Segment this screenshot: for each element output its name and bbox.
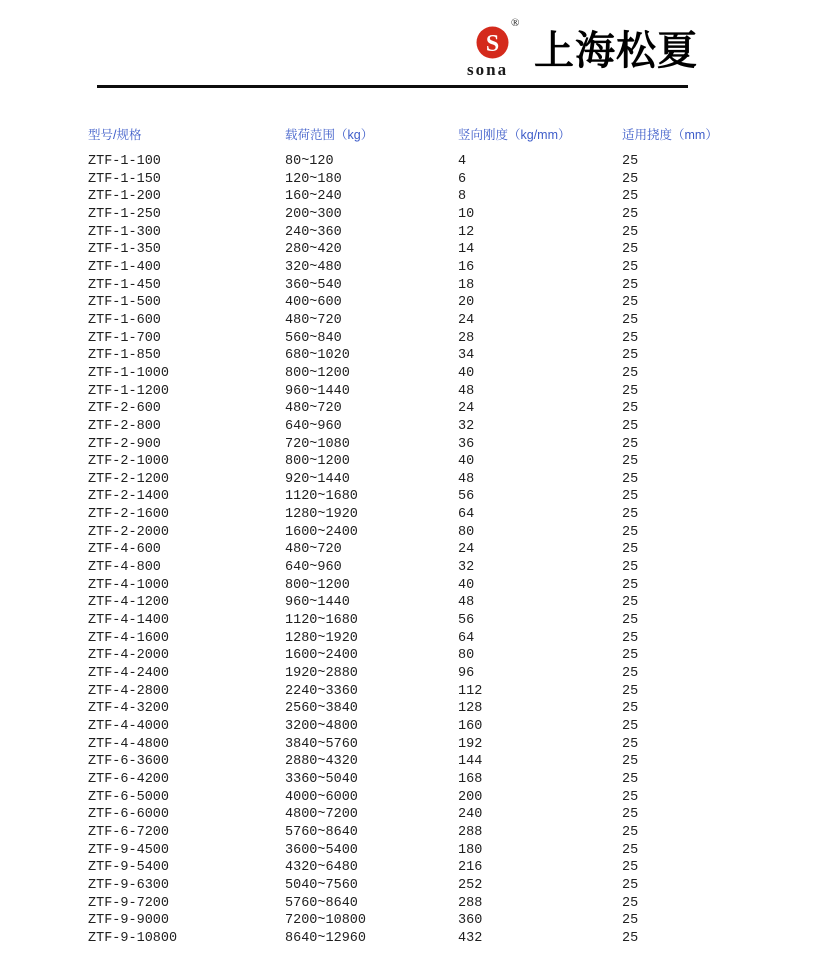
table-cell: 25 [622, 348, 639, 364]
svg-text:S: S [485, 31, 500, 57]
table-row [88, 224, 718, 242]
table-cell: 120~180 [285, 171, 342, 187]
table-row [88, 771, 718, 789]
table-cell: 25 [622, 648, 639, 664]
table-cell: ZTF-2-1000 [88, 454, 170, 470]
table-cell: 4000~6000 [285, 789, 358, 805]
table-row [88, 259, 718, 277]
table-cell: 2560~3840 [285, 701, 358, 717]
table-cell: ZTF-1-1200 [88, 383, 170, 399]
table-cell: 25 [622, 930, 639, 946]
table-cell: 25 [622, 595, 639, 611]
table-cell: 25 [622, 418, 639, 434]
table-cell: 168 [458, 771, 483, 787]
table-cell: ZTF-4-2800 [88, 683, 170, 699]
table-cell: 6 [458, 171, 467, 187]
table-cell: 360~540 [285, 277, 342, 293]
table-cell: 25 [622, 471, 639, 487]
table-cell: 64 [458, 507, 475, 523]
table-cell: ZTF-1-400 [88, 259, 161, 275]
table-cell: 432 [458, 930, 483, 946]
table-row [88, 718, 718, 736]
table-cell: 960~1440 [285, 595, 350, 611]
table-cell: 25 [622, 613, 639, 629]
company-name: 上海松夏 [534, 29, 698, 73]
table-cell: 240 [458, 807, 483, 823]
table-cell: 12 [458, 224, 475, 240]
table-row [88, 241, 718, 259]
table-row [88, 647, 718, 665]
table-row [88, 383, 718, 401]
table-cell: ZTF-1-850 [88, 348, 161, 364]
table-cell: ZTF-9-6300 [88, 877, 170, 893]
table-cell: 25 [622, 913, 639, 929]
table-row [88, 877, 718, 895]
table-cell: 1120~1680 [285, 613, 358, 629]
table-row [88, 400, 718, 418]
table-cell: 25 [622, 312, 639, 328]
col-header-load-range: 载荷范围（kg） [285, 128, 374, 142]
table-cell: 36 [458, 436, 475, 452]
table-row [88, 330, 718, 348]
table-row [88, 506, 718, 524]
table-cell: 25 [622, 895, 639, 911]
table-cell: 56 [458, 489, 475, 505]
table-row [88, 842, 718, 860]
table-cell: 800~1200 [285, 365, 350, 381]
table-row [88, 365, 718, 383]
table-cell: 25 [622, 842, 639, 858]
table-cell: 360 [458, 913, 483, 929]
table-cell: 288 [458, 895, 483, 911]
table-cell: ZTF-4-800 [88, 560, 161, 576]
table-cell: 8 [458, 189, 467, 205]
table-cell: 1600~2400 [285, 648, 358, 664]
table-row [88, 683, 718, 701]
table-cell: ZTF-1-450 [88, 277, 161, 293]
table-cell: 320~480 [285, 259, 342, 275]
table-row [88, 541, 718, 559]
table-cell: 8640~12960 [285, 930, 367, 946]
table-cell: 2880~4320 [285, 754, 358, 770]
table-cell: 25 [622, 171, 639, 187]
table-cell: 25 [622, 295, 639, 311]
table-cell: 25 [622, 383, 639, 399]
table-row [88, 453, 718, 471]
table-row [88, 824, 718, 842]
table-cell: 25 [622, 206, 639, 222]
table-cell: ZTF-4-600 [88, 542, 161, 558]
table-cell: ZTF-4-1000 [88, 577, 170, 593]
table-cell: 2240~3360 [285, 683, 358, 699]
table-cell: ZTF-6-4200 [88, 771, 170, 787]
table-cell: 288 [458, 824, 483, 840]
header-divider [97, 85, 688, 88]
table-row [88, 912, 718, 930]
table-cell: ZTF-9-9000 [88, 913, 170, 929]
table-cell: 7200~10800 [285, 913, 367, 929]
sona-logo-icon [476, 26, 509, 59]
table-cell: 800~1200 [285, 577, 350, 593]
table-cell: 25 [622, 719, 639, 734]
table-header-row [88, 126, 718, 144]
col-header-deflection: 适用挠度（mm） [622, 128, 718, 142]
table-cell: 480~720 [285, 542, 342, 558]
table-cell: 480~720 [285, 312, 342, 328]
table-cell: ZTF-1-500 [88, 295, 161, 311]
table-cell: 3600~5400 [285, 842, 358, 858]
table-cell: 128 [458, 701, 483, 717]
table-row [88, 312, 718, 330]
table-row [88, 930, 718, 948]
table-cell: 25 [622, 736, 639, 752]
table-cell: 80 [458, 648, 475, 664]
table-cell: 25 [622, 577, 639, 593]
table-cell: 24 [458, 401, 475, 417]
table-cell: 32 [458, 560, 475, 576]
table-cell: 48 [458, 383, 475, 399]
table-cell: ZTF-1-150 [88, 171, 161, 187]
table-cell: ZTF-6-7200 [88, 824, 170, 840]
table-cell: 25 [622, 365, 639, 381]
table-cell: 480~720 [285, 401, 342, 417]
table-cell: 4 [458, 154, 467, 169]
registered-trademark: ® [511, 17, 520, 29]
table-cell: 25 [622, 877, 639, 893]
table-body [88, 153, 718, 948]
table-cell: 25 [622, 789, 639, 805]
table-cell: ZTF-1-100 [88, 154, 161, 169]
table-cell: 3840~5760 [285, 736, 358, 752]
table-cell: 25 [622, 824, 639, 840]
table-cell: 25 [622, 507, 639, 523]
table-row [88, 736, 718, 754]
table-row [88, 612, 718, 630]
table-cell: 25 [622, 242, 639, 258]
table-cell: 680~1020 [285, 348, 350, 364]
table-cell: ZTF-2-1600 [88, 507, 170, 523]
table-row [88, 700, 718, 718]
table-cell: 20 [458, 295, 475, 311]
table-row [88, 206, 718, 224]
table-cell: 96 [458, 666, 475, 682]
table-cell: 4800~7200 [285, 807, 358, 823]
table-cell: 25 [622, 489, 639, 505]
table-cell: 40 [458, 454, 475, 470]
table-cell: 640~960 [285, 560, 342, 576]
table-cell: ZTF-2-2000 [88, 524, 170, 540]
table-cell: 252 [458, 877, 483, 893]
table-cell: 25 [622, 454, 639, 470]
table-cell: 1280~1920 [285, 507, 358, 523]
table-cell: 720~1080 [285, 436, 350, 452]
table-cell: 25 [622, 666, 639, 682]
table-row [88, 594, 718, 612]
table-cell: 112 [458, 683, 483, 699]
table-cell: ZTF-1-200 [88, 189, 161, 205]
table-cell: 960~1440 [285, 383, 350, 399]
table-cell: 80 [458, 524, 475, 540]
table-cell: 25 [622, 401, 639, 417]
table-cell: ZTF-1-600 [88, 312, 161, 328]
table-cell: ZTF-6-5000 [88, 789, 170, 805]
table-cell: 5040~7560 [285, 877, 358, 893]
table-cell: 25 [622, 436, 639, 452]
table-cell: 25 [622, 754, 639, 770]
table-cell: ZTF-1-250 [88, 206, 161, 222]
table-cell: ZTF-1-700 [88, 330, 161, 346]
table-cell: 1280~1920 [285, 630, 358, 646]
table-row [88, 630, 718, 648]
table-cell: ZTF-4-1600 [88, 630, 170, 646]
table-cell: 32 [458, 418, 475, 434]
table-cell: ZTF-9-7200 [88, 895, 170, 911]
table-cell: ZTF-9-10800 [88, 930, 178, 946]
table-row [88, 524, 718, 542]
table-cell: 160 [458, 719, 483, 734]
logo-brand-text: sona [467, 60, 509, 79]
table-cell: 14 [458, 242, 475, 258]
table-cell: 144 [458, 754, 483, 770]
table-row [88, 488, 718, 506]
table-cell: 25 [622, 860, 639, 876]
table-cell: ZTF-2-800 [88, 418, 161, 434]
table-cell: 1600~2400 [285, 524, 358, 540]
table-row [88, 418, 718, 436]
table-cell: 3360~5040 [285, 771, 358, 787]
table-cell: 18 [458, 277, 475, 293]
table-cell: ZTF-2-600 [88, 401, 161, 417]
table-cell: 25 [622, 630, 639, 646]
table-cell: 800~1200 [285, 454, 350, 470]
table-cell: 25 [622, 807, 639, 823]
table-row [88, 577, 718, 595]
table-cell: 25 [622, 560, 639, 576]
table-cell: 25 [622, 189, 639, 205]
table-cell: 10 [458, 206, 475, 222]
table-cell: 25 [622, 277, 639, 293]
table-cell: 400~600 [285, 295, 342, 311]
table-row [88, 277, 718, 295]
table-cell: 920~1440 [285, 471, 350, 487]
table-cell: ZTF-4-1400 [88, 613, 170, 629]
table-cell: 5760~8640 [285, 824, 358, 840]
table-cell: 80~120 [285, 154, 334, 169]
table-row [88, 753, 718, 771]
table-cell: ZTF-1-1000 [88, 365, 170, 381]
table-cell: 200 [458, 789, 483, 805]
table-cell: ZTF-2-1200 [88, 471, 170, 487]
table-cell: 240~360 [285, 224, 342, 240]
table-cell: ZTF-6-3600 [88, 754, 170, 770]
table-cell: 640~960 [285, 418, 342, 434]
table-cell: 180 [458, 842, 483, 858]
table-cell: 3200~4800 [285, 719, 358, 734]
table-row [88, 347, 718, 365]
table-cell: 25 [622, 524, 639, 540]
table-cell: 48 [458, 471, 475, 487]
table-cell: ZTF-4-4000 [88, 719, 170, 734]
table-cell: ZTF-9-5400 [88, 860, 170, 876]
table-row [88, 171, 718, 189]
table-cell: ZTF-4-2400 [88, 666, 170, 682]
table-cell: 560~840 [285, 330, 342, 346]
table-cell: 16 [458, 259, 475, 275]
table-cell: 280~420 [285, 242, 342, 258]
table-row [88, 153, 718, 171]
table-cell: 40 [458, 577, 475, 593]
table-cell: ZTF-1-300 [88, 224, 161, 240]
table-cell: 4320~6480 [285, 860, 358, 876]
table-row [88, 789, 718, 807]
table-cell: 192 [458, 736, 483, 752]
table-row [88, 895, 718, 913]
table-cell: 25 [622, 330, 639, 346]
table-row [88, 471, 718, 489]
table-row [88, 188, 718, 206]
table-cell: 25 [622, 154, 639, 169]
table-cell: 24 [458, 542, 475, 558]
table-cell: 25 [622, 224, 639, 240]
table-cell: 25 [622, 259, 639, 275]
table-cell: 160~240 [285, 189, 342, 205]
col-header-model: 型号/规格 [88, 128, 142, 142]
table-cell: 25 [622, 701, 639, 717]
table-row [88, 859, 718, 877]
table-cell: ZTF-1-350 [88, 242, 161, 258]
table-cell: ZTF-2-1400 [88, 489, 170, 505]
table-cell: ZTF-6-6000 [88, 807, 170, 823]
table-cell: 64 [458, 630, 475, 646]
table-cell: 56 [458, 613, 475, 629]
table-cell: 1120~1680 [285, 489, 358, 505]
table-cell: ZTF-4-1200 [88, 595, 170, 611]
table-row [88, 559, 718, 577]
table-cell: 1920~2880 [285, 666, 358, 682]
table-cell: 25 [622, 683, 639, 699]
table-row [88, 294, 718, 312]
table-cell: ZTF-4-2000 [88, 648, 170, 664]
table-cell: 25 [622, 771, 639, 787]
table-cell: 216 [458, 860, 483, 876]
table-cell: ZTF-4-3200 [88, 701, 170, 717]
table-row [88, 665, 718, 683]
table-cell: 200~300 [285, 206, 342, 222]
table-row [88, 436, 718, 454]
table-row [88, 806, 718, 824]
table-cell: 25 [622, 542, 639, 558]
table-cell: ZTF-2-900 [88, 436, 161, 452]
table-cell: ZTF-4-4800 [88, 736, 170, 752]
table-cell: 28 [458, 330, 475, 346]
table-cell: 40 [458, 365, 475, 381]
table-cell: 5760~8640 [285, 895, 358, 911]
table-cell: 48 [458, 595, 475, 611]
table-cell: 34 [458, 348, 475, 364]
table-cell: 24 [458, 312, 475, 328]
table-cell: ZTF-9-4500 [88, 842, 170, 858]
col-header-vertical-stiffness: 竖向刚度（kg/mm） [458, 128, 571, 142]
